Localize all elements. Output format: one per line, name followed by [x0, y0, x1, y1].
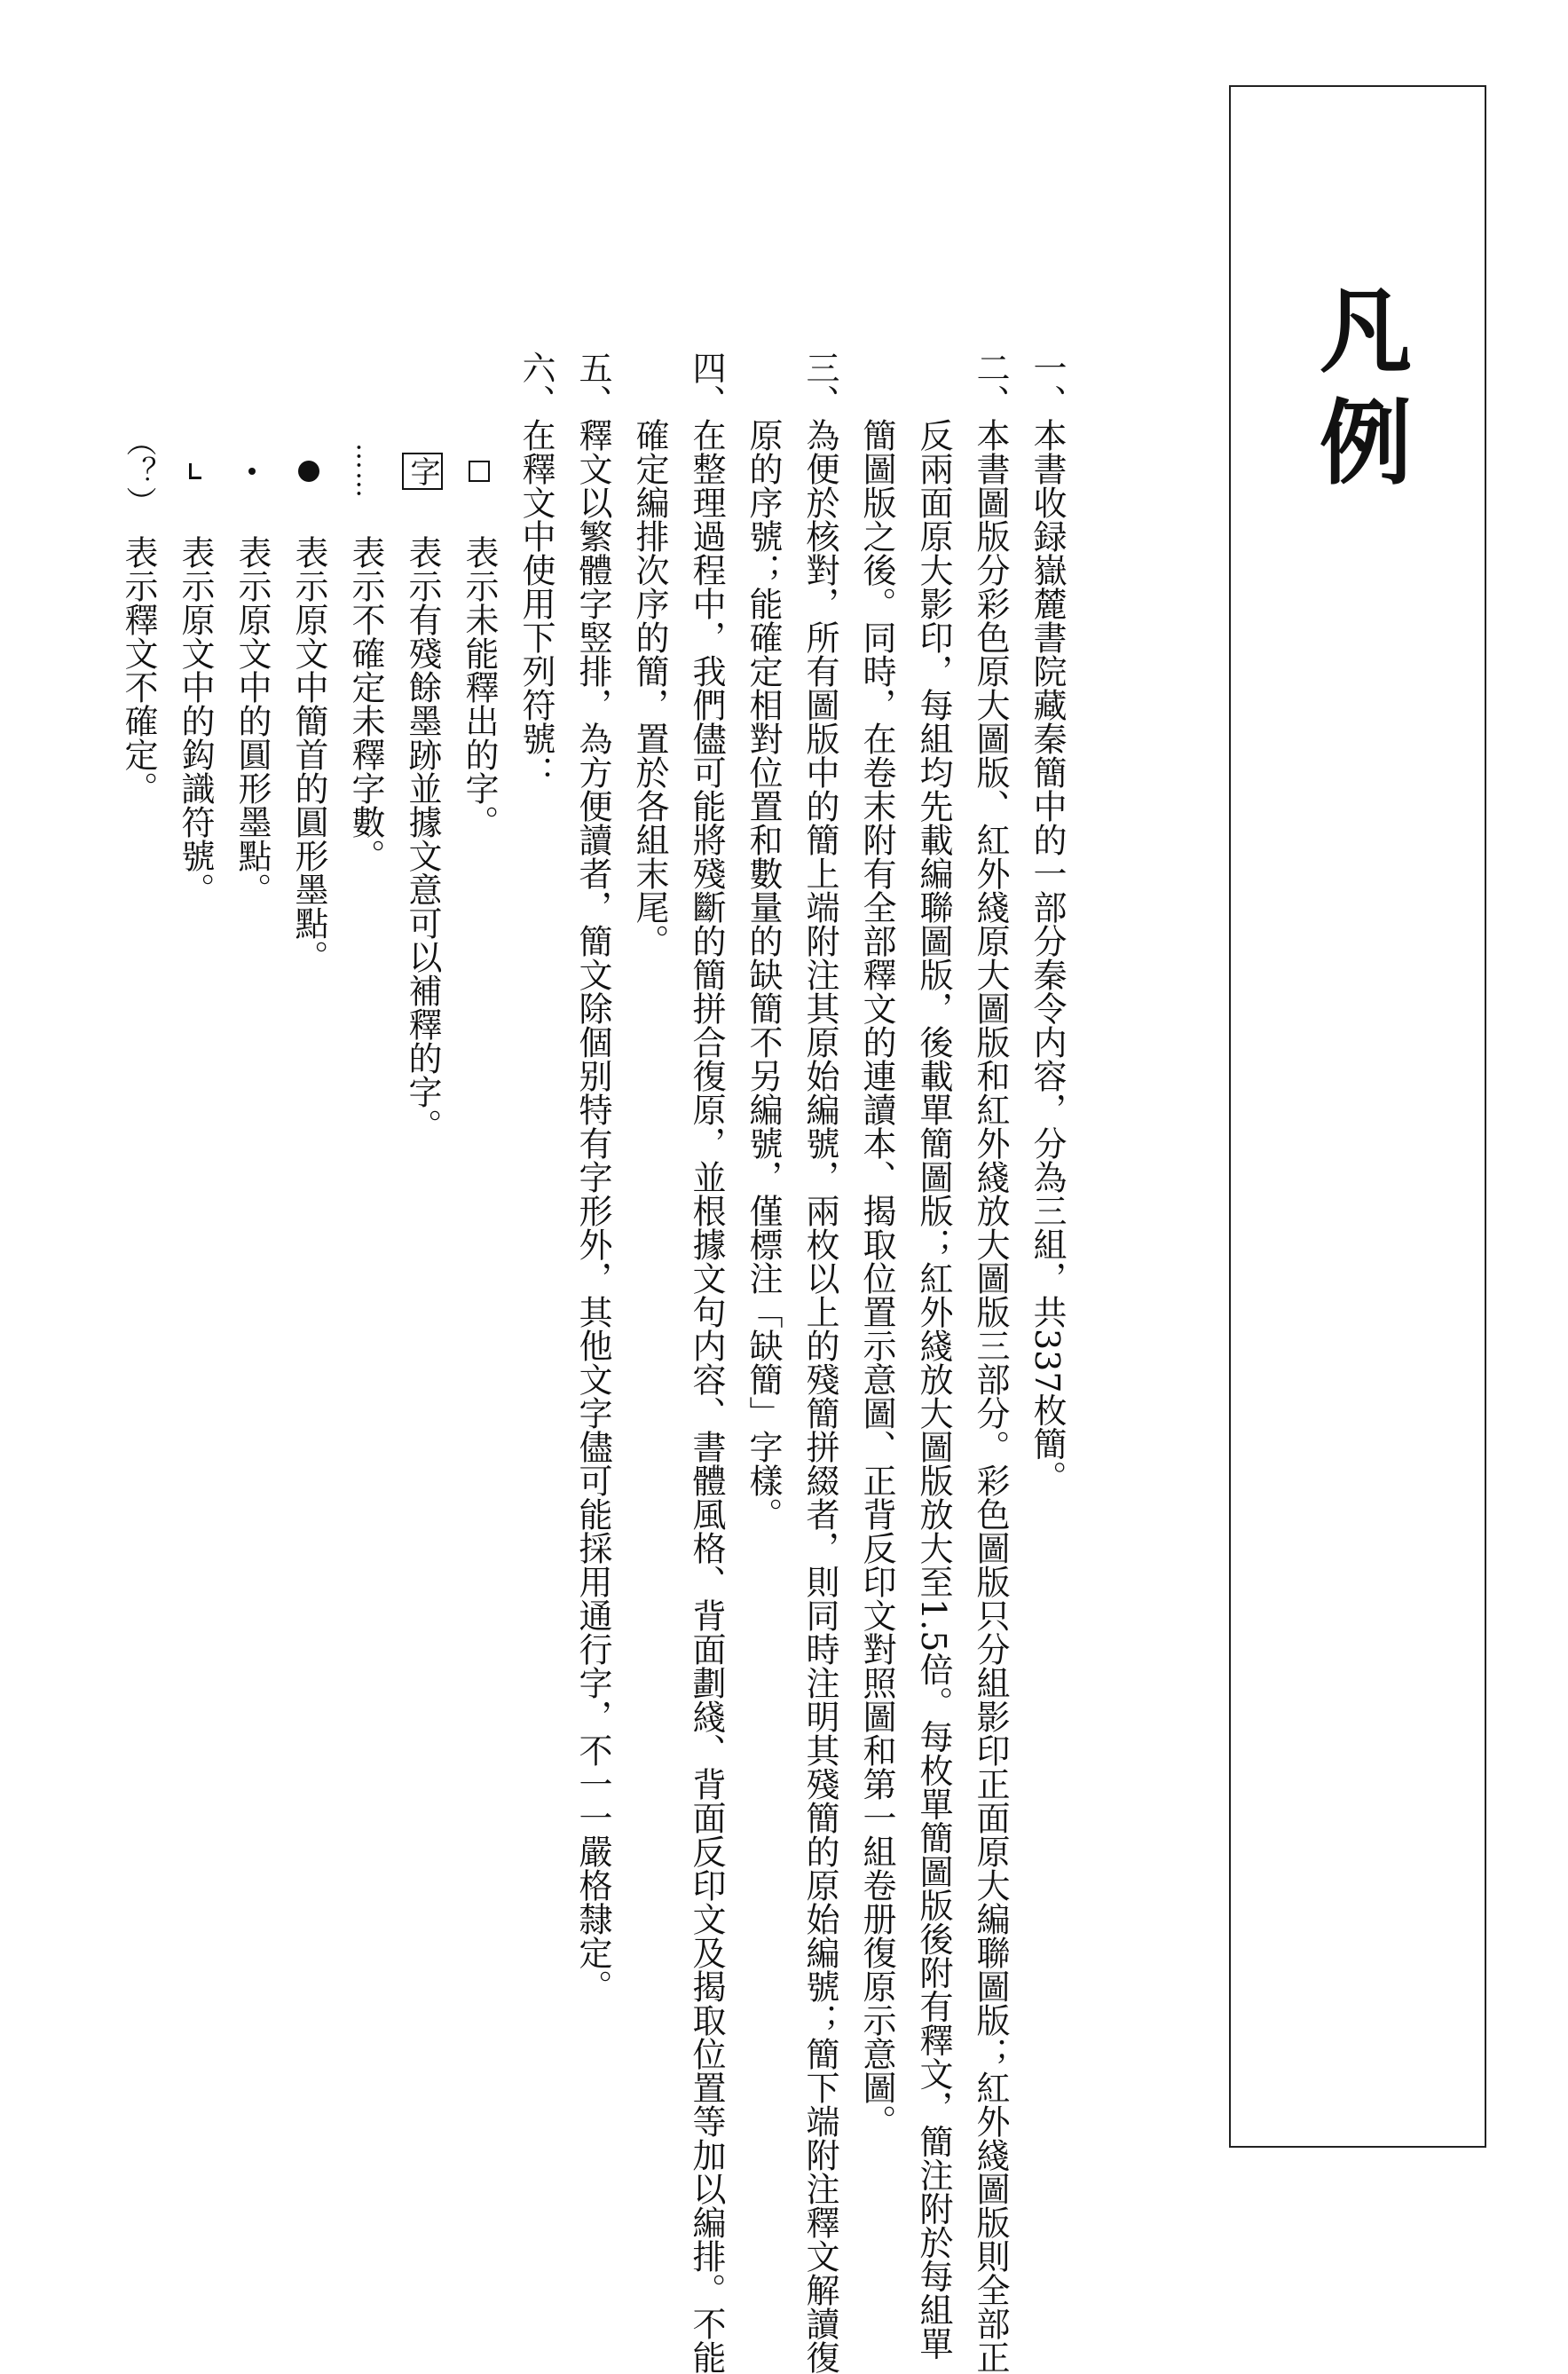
symbol-row-empty-box: [451, 351, 508, 2143]
item-line: 本書圖版分彩色原大圖版、紅外綫原大圖版和紅外綫放大圖版三部分。彩色圖版只分組影印正面原大編聯圖版；紅外綫圖版則全部正: [971, 418, 1010, 2374]
symbol-description: 表示釋文不確定。: [119, 535, 158, 805]
symbol-row-ellipsis: [337, 351, 394, 2143]
item-2: [962, 351, 1019, 2374]
ellipsis-dots-icon: ……: [351, 443, 382, 500]
item-2-line-2: 反兩面原大影印，每組均先載編聯圖版，後載單簡圖版；紅外綫放大圖版放大至1.5倍。每枚單簡圖版後附有釋文，簡注附於每組單: [914, 418, 953, 2361]
symbol-cell: [474, 418, 508, 524]
item-1: [1019, 351, 1076, 2143]
item-number: 一、: [1028, 351, 1067, 418]
item-5: [564, 351, 621, 2143]
item-number: 五、: [573, 351, 612, 418]
page-title: 凡例: [1304, 282, 1413, 506]
question-mark-icon: （？）: [121, 426, 156, 517]
item-3-line-2: 原的序號；能確定相對位置和數量的缺簡不另編號，僅標注「缺簡」字樣。: [744, 418, 783, 1531]
symbol-description: 表示未能釋出的字。: [460, 535, 499, 839]
symbol-row-boxed-char: [394, 351, 451, 2143]
symbol-cell: [351, 418, 394, 524]
symbol-row-filled-circle: [280, 351, 337, 2143]
item-number: 二、: [971, 351, 1010, 418]
item-number: 四、: [687, 351, 726, 418]
filled-circle-icon: [298, 461, 319, 482]
hook-mark-icon: [189, 463, 201, 479]
item-4-line-2: 確定編排次序的簡，置於各組末尾。: [630, 418, 669, 958]
empty-box-icon: [469, 461, 490, 482]
symbol-cell: [190, 418, 224, 524]
symbol-cell: [303, 418, 337, 524]
item-line: 釋文以繁體字竪排，為方便讀者，簡文除個别特有字形外，其他文字儘可能採用通行字，不一一嚴格隸定。: [573, 418, 612, 2003]
body-text: [110, 351, 1076, 2374]
symbol-description: 表示有殘餘墨跡並據文意可以補釋的字。: [403, 535, 442, 1142]
item-6: [508, 351, 564, 2143]
item-2-line-3: 簡圖版之後。同時，在卷末附有全部釋文的連讀本、揭取位置示意圖、正背反印文對照圖和第一組卷册復原示意圖。: [857, 418, 896, 2138]
boxed-character-icon: 字: [402, 453, 443, 490]
item-3: [792, 351, 848, 2374]
symbol-row-question: [110, 351, 167, 2143]
item-line: 在整理過程中，我們儘可能將殘斷的簡拼合復原，並根據文句内容、書體風格、背面劃綫、背面反印文及揭取位置等加以編排。不能: [687, 418, 726, 2374]
symbol-row-small-dot: [224, 351, 280, 2143]
symbol-row-hook: [167, 351, 224, 2143]
symbol-description: 表示不確定未釋字數。: [346, 535, 385, 872]
symbol-description: 表示原文中簡首的圓形墨點。: [289, 535, 328, 974]
small-dot-icon: [248, 468, 256, 475]
symbol-description: 表示原文中的圓形墨點。: [232, 535, 272, 906]
title-box: [1229, 85, 1486, 2148]
symbol-cell: [121, 418, 167, 524]
symbol-cell: [247, 418, 280, 524]
item-line: 本書收録嶽麓書院藏秦簡中的一部分秦令内容，分為三組，共337枚簡。: [1028, 418, 1067, 1495]
item-line: 在釋文中使用下列符號：: [516, 418, 555, 789]
item-number: 六、: [516, 351, 555, 418]
item-4: [678, 351, 735, 2374]
item-number: 三、: [800, 351, 839, 418]
item-line: 為便於核對，所有圖版中的簡上端附注其原始編號，兩枚以上的殘簡拼綴者，則同時注明其殘簡的原始編號；簡下端附注釋文解讀復: [800, 418, 839, 2374]
symbol-cell: [405, 418, 451, 524]
symbol-description: 表示原文中的鈎識符號。: [176, 535, 215, 906]
